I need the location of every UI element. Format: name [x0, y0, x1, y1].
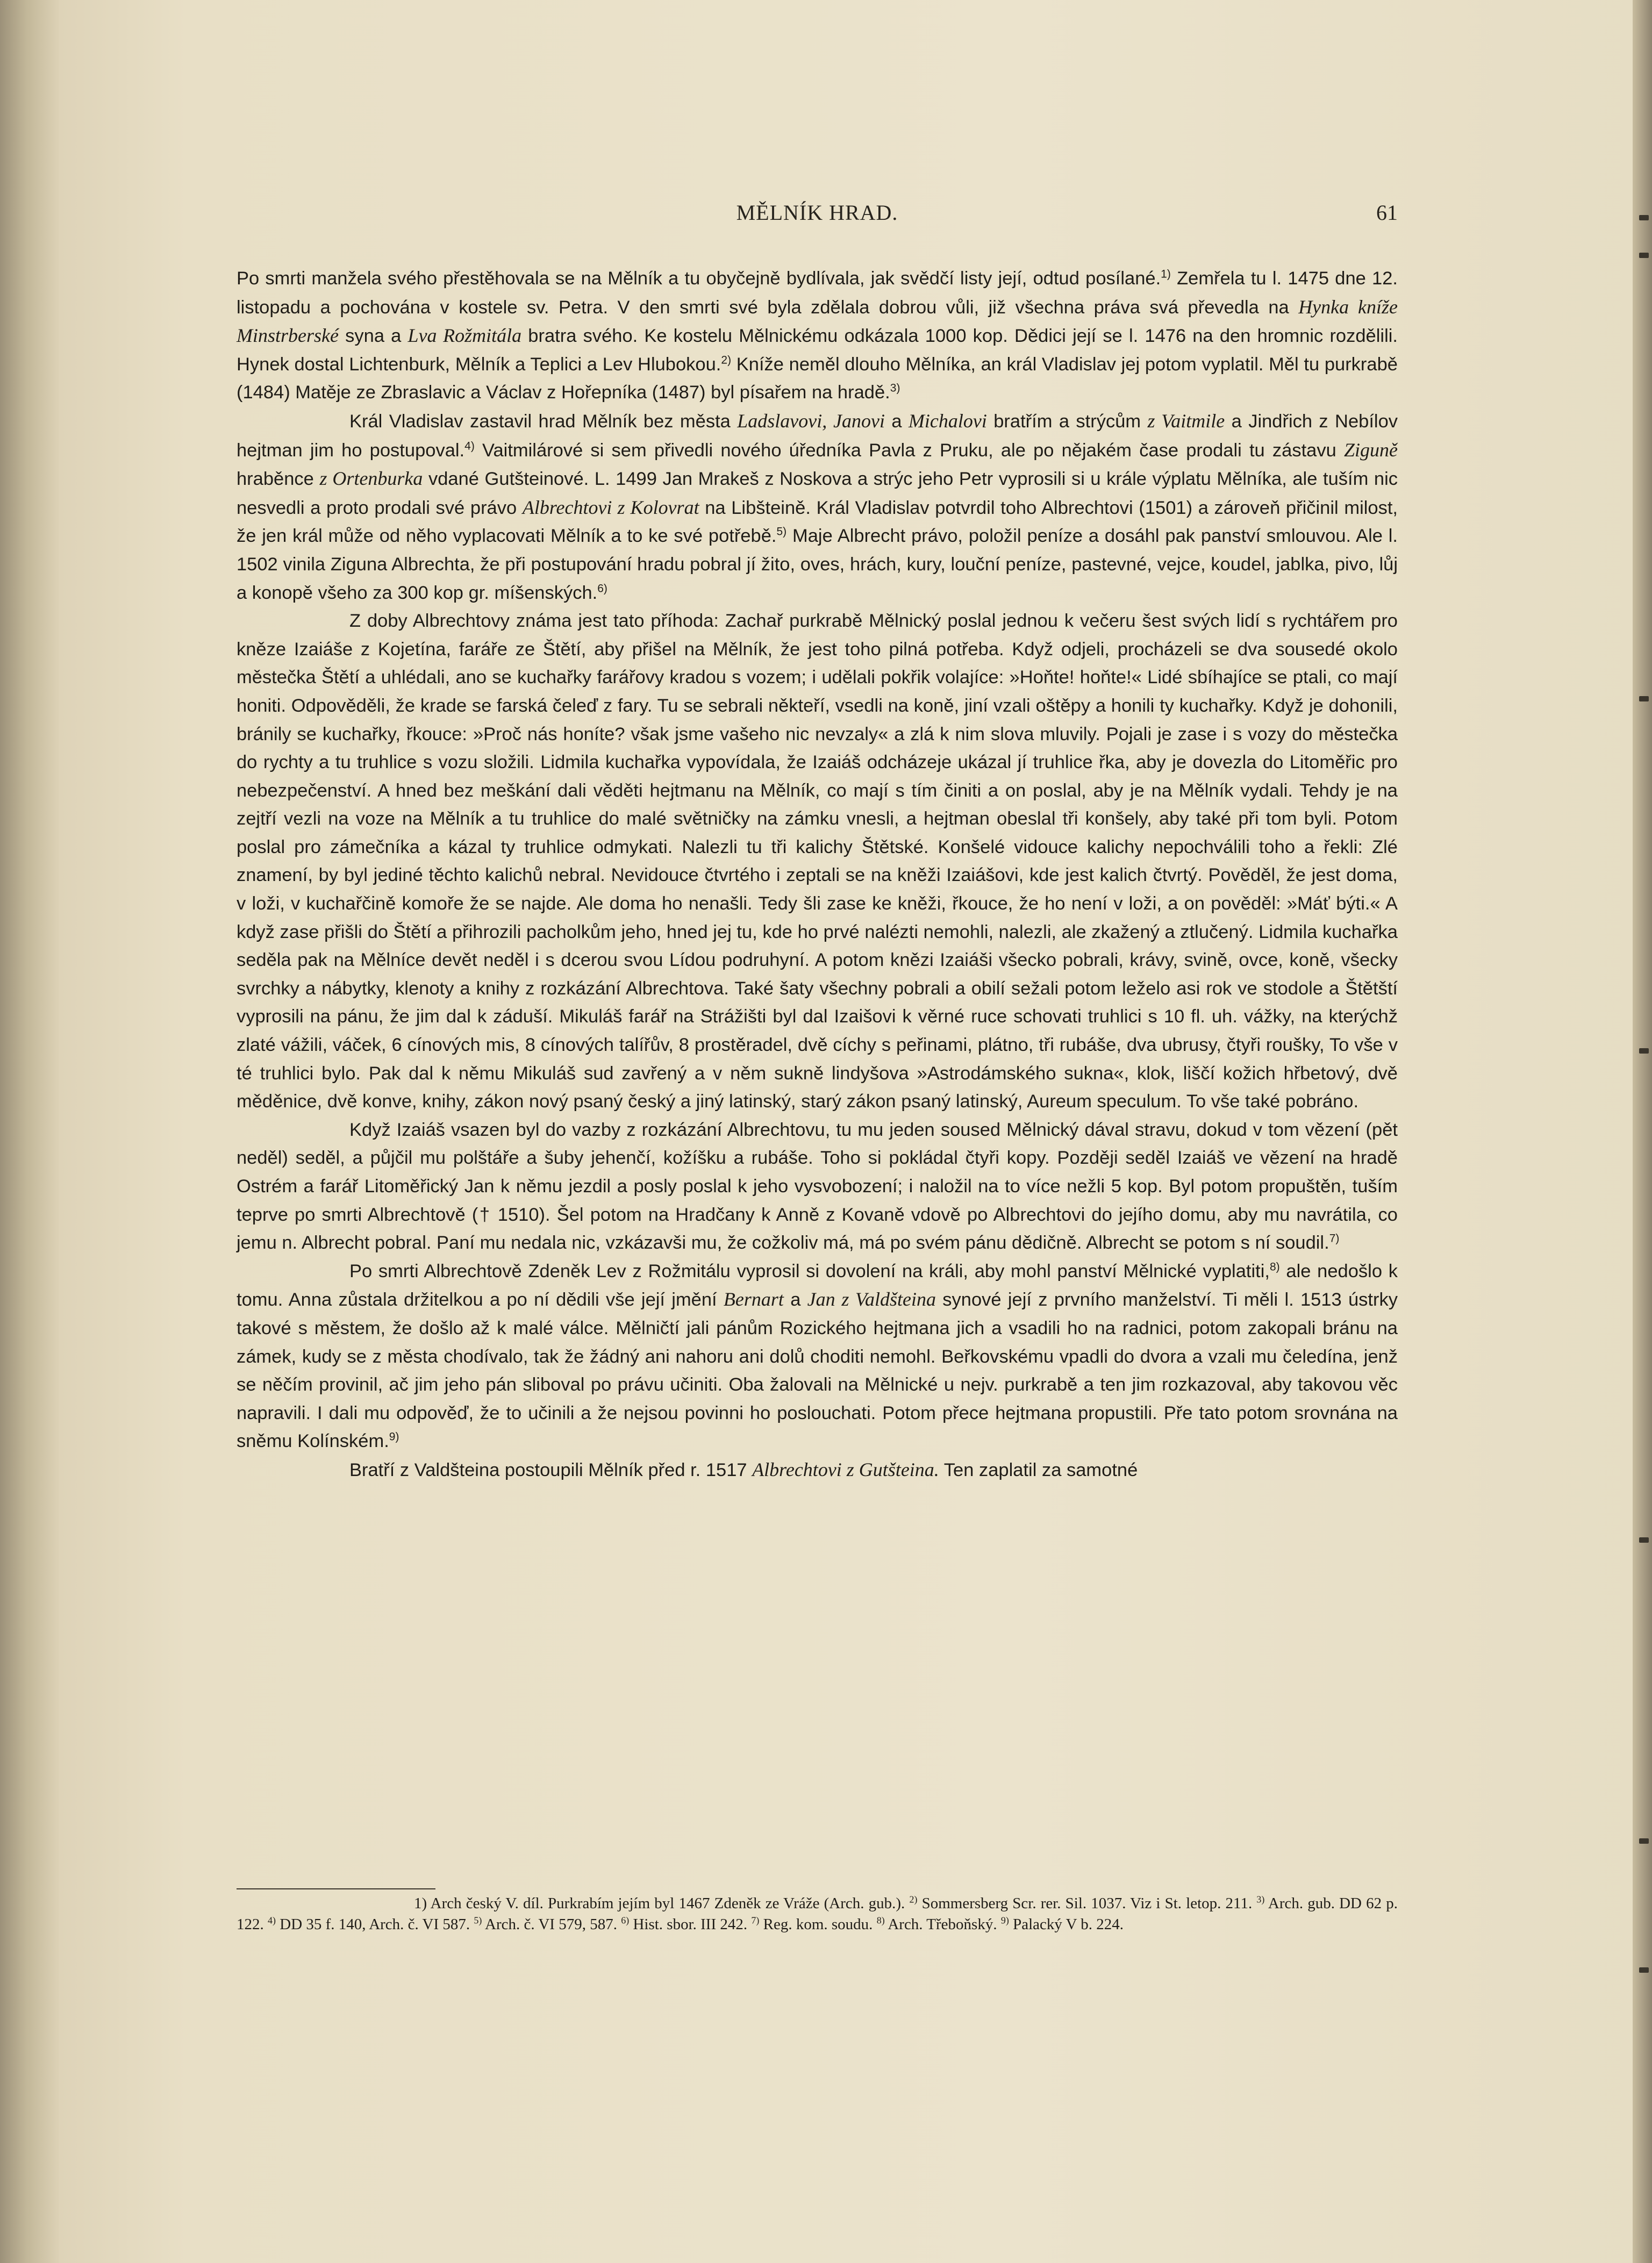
italic-name: Michalovi — [908, 410, 987, 432]
page-number: 61 — [1376, 200, 1398, 225]
italic-name: Lva Rožmitála — [407, 325, 522, 347]
text-run: vdané Gutšteinové. L. 1499 Jan Mrakeš z Noskova a strýc jeho Petr vyprosili si u krále výplatu Mělníka, ale tuším nic nesvedli a proto prodali své právo — [237, 469, 1398, 518]
italic-name: Jan z Valdšteina — [807, 1288, 936, 1310]
footnotes — [237, 1893, 1398, 1935]
italic-name: Ziguně — [1343, 439, 1398, 461]
text-run: Arch. Třeboňský. — [884, 1915, 1001, 1933]
paragraph — [237, 407, 1398, 607]
footnote-ref: 4) — [464, 440, 475, 453]
text-run: Palacký V b. 224. — [1009, 1915, 1124, 1933]
footnote-ref: 9) — [389, 1430, 399, 1443]
text-run: bratra svého. Ke kostelu Mělnickému odkázala 1000 kop. Dědici její se l. 1476 na den hromnic rozdělili. Hynek dostal Lichtenburk, Mělník a Teplici a Lev Hlubokou. — [237, 326, 1398, 375]
footnote-ref: 1) — [1161, 268, 1171, 281]
paragraph — [237, 1116, 1398, 1257]
paragraph — [237, 264, 1398, 407]
italic-name: Bernart — [723, 1288, 784, 1310]
text-run: synové její z prvního manželství. Ti měli l. 1513 ústrky takové s městem, že došlo až k malé válce. Mělničtí jali pánům Rozického hejtmana jich a vsadili ho na radnici, potom zakopali bránu na zámek, kudy se z města chodívalo, tak že žádný ani nahoru ani dolů choditi nemohl. Beřkovskému vpadli do dvora a vzali mu čeledína, jenž se něčím provinil, ač jim jeho pán sliboval po právu učiniti. Oba žalovali na Mělnické u nejv. purkrabě a ten jim rozkazoval, aby takovou věc napravili. I dali mu odpověď, že to učinili a že nejsou povinni ho poslouchati. Potom přece hejtmana propustili. Pře tato potom srovnána na sněmu Kolínském. — [237, 1290, 1398, 1452]
text-run: syna a — [338, 326, 408, 347]
text-run: Král Vladislav zastavil hrad Mělník bez města — [349, 411, 738, 432]
footnote-ref: 2) — [909, 1894, 918, 1905]
footnote-ref: 6) — [621, 1914, 630, 1925]
text-run: Když Izaiáš vsazen byl do vazby z rozkázání Albrechtovu, tu mu jeden soused Mělnický dával stravu, dokud v tom vězení (pět neděl) seděl, a půjčil mu polštáře a šuby jehenčí, kožíšku a rubáše. Toho si pokládal čtyři kopy. Později seděl Izaiáš ve vězení na hradě Ostrém a farář Litoměřický Jan k němu jezdil a posly poslal k jeho vysvobození; i naložil na to více nežli 5 kop. Byl potom propuštěn, tuším teprve po smrti Albrechtově († 1510). Šel potom na Hradčany k Anně z Kovaně vdově po Albrechtovi do jejího domu, aby mu navrátila, co jemu n. Albrecht pobral. Paní mu nedala nic, vzkázavši mu, že cožkoliv má, má po svém pánu dědičně. Albrecht se potom s ní soudil. — [237, 1119, 1398, 1254]
text-run: Kníže neměl dlouho Mělníka, an král Vladislav jej potom vyplatil. Měl tu purkrabě (1484) Matěje ze Zbraslavic a Václav z Hořepníka (1487) byl písařem na hradě. — [237, 354, 1398, 403]
text-run: Hist. sbor. III 242. — [629, 1915, 752, 1933]
footnote-ref: 3) — [1256, 1894, 1265, 1905]
text-run: Arch. č. VI 579, 587. — [482, 1915, 621, 1933]
footnote-ref: 7) — [1329, 1232, 1340, 1245]
text-run: Po smrti manžela svého přestěhovala se na Mělník a tu obyčejně bydlívala, jak svědčí listy její, odtud posílané. — [237, 268, 1161, 289]
footnote-ref: 4) — [268, 1914, 276, 1925]
footnote-ref: 7) — [751, 1914, 760, 1925]
text-run: Maje Albrecht právo, položil peníze a dosáhl pak panství smlouvou. Ale l. 1502 vinila Ziguna Albrechta, že při postupování hradu pobral jí žito, oves, hrách, kury, louční peníze, pastevné, vejce, koudel, jablka, pivo, lůj a konopě všeho za 300 kop gr. míšenských. — [237, 526, 1398, 603]
text-run: Po smrti Albrechtově Zdeněk Lev z Rožmitálu vyprosil si dovolení na králi, aby mohl panství Mělnické vyplatiti, — [349, 1261, 1270, 1281]
footnote-ref: 8) — [1269, 1261, 1280, 1273]
paragraph — [237, 1456, 1398, 1485]
text-run: a — [884, 411, 909, 432]
italic-name: Hynka kníže Minstrberské — [237, 296, 1398, 347]
footnote-ref: 2) — [721, 354, 732, 367]
main-text — [237, 264, 1398, 1485]
text-run: Sommersberg Scr. rer. Sil. 1037. Viz i St. letop. 211. — [917, 1895, 1257, 1912]
italic-name: z Ortenburka — [319, 468, 423, 490]
footnote-ref: 9) — [1000, 1914, 1009, 1925]
footnote-ref: 6) — [597, 582, 607, 595]
text-run: Vaitmilárové si sem přivedli nového úředníka Pavla z Pruku, ale po nějakém čase prodali tu zástavu — [474, 440, 1344, 461]
text-run: a — [783, 1290, 807, 1310]
page-header — [237, 200, 1398, 232]
text-run: 1) Arch český V. díl. Purkrabím jejím byl 1467 Zdeněk ze Vráže (Arch. gub.). — [414, 1895, 910, 1912]
text-run: Z doby Albrechtovy známa jest tato příhoda: Zachař purkrabě Mělnický poslal jednou k večeru šest svých lidí s rychtářem pro kněze Izaiáše z Kojetína, faráře ze Štětí, aby přišel na Mělník, že jest toho pilná potřeba. Když odjeli, procházeli se dva sousedé okolo městečka Štětí a uhlédali, ano se kuchařky farářovy kradou s vozem; i udělali pokřik volajíce: »Hoňte! hoňte!« Lidé sbíhajíce se ptali, co mají honiti. Odpověděli, že krade se farská čeleď z fary. Tu se sebrali někteří, vsedli na koně, jiní vzali oštěpy a honili ty kuchařky. Když je dohonili, bránily se kuchařky, řkouce: »Proč nás honíte? však jsme vašeho nic nevzaly« a zlá k nim slova mluvily. Pojali je zase i s vozy do městečka do rychty a tu truhlice s vozu složili. Lidmila kuchařka vypovídala, že Izaiáš odcházeje ukázal jí truhlice řka, aby je dovezla do Litoměřic pro nebezpečenství. A hned bez meškání dali věděti hejtmanu na Mělník, co mají s tím činiti a on poslal, aby je na Mělník vydali. Tehdy je na zejtří vezli na voze na Mělník a tu truhlice do malé světničky na zámku vnesli, a hejtman obeslal tři konšely, aby také při tom byli. Potom poslal pro zámečníka a kázal ty truhlice odmykati. Nalezli tu tři kalichy Štětské. Konšelé vidouce kalichy nepochválili toho a řekli: Zlé znamení, by byl jediné těchto kalichů nebral. Nevidouce čtvrtého i zeptali se na kněži Izaiášovi, kde jest kalich čtvrtý. Pověděl, že jest doma, v loži, v kuchařčině komoře že se najde. Ale doma ho nenašli. Tedy šli zase ke kněži, řkouce, že ho není v loži, a on pověděl: »Máť býti.« A když zase přišli do Štětí a přihrozili pacholkům jeho, hned jej tu, kde ho prvé nalézti nemohli, nalezli, ale zkažený a ztlučený. Lidmila kuchařka seděla pak na Mělníce devět neděl i s dcerou svou Lídou podruhyní. A potom knězi Izaiáši všecko pobrali, krávy, svině, ovce, koně, všecky svrchky a nábytky, klenoty a knihy z rozkázání Albrechtova. Také šaty všechny pobrali a obilí sežali potom leželo asi rok ve stodole a Štětští vyprosili na pánu, že jim dal k záduší. Mikuláš farář na Strážišti byl dal Izaišovi k věrné ruce schovati truhlici s 10 fl. uh. vážky, na kterýchž zlaté vážili, váček, 6 cínových mis, 8 cínových talířův, 8 prostěradel, dvě cíchy s peřinami, plátno, tři rubáše, dva ubrusy, čtyři roušky, To vše v té truhlici bylo. Pak dal k němu Mikuláš sud zavřený a v něm sukně lindyšova »Astrodámského sukna«, klok, liščí kožich hřbetový, dvě měděnice, dvě konve, knihy, zákon nový psaný český a jiný latinský, starý zákon psaný latinský, Aureum speculum. To vše také pobráno. — [237, 611, 1398, 1112]
italic-name: Albrechtovi z Gutšteina. — [752, 1458, 939, 1480]
footnote-rule — [237, 1888, 435, 1889]
text-run: Zemřela tu l. 1475 dne 12. listopadu a pochována v kostele sv. Petra. V den smrti své byla zdělala dobrou vůli, již všechna práva svá převedla na — [237, 268, 1398, 318]
footnote-ref: 3) — [890, 382, 900, 395]
text-run: Arch. gub. DD 62 p. 122. — [237, 1895, 1398, 1933]
page-edge — [1633, 0, 1652, 2263]
footnote-ref: 8) — [876, 1914, 885, 1925]
text-run: hraběnce — [237, 469, 320, 490]
text-run: Ten zaplatil za samotné — [939, 1459, 1138, 1480]
text-run: bratřím a strýcům — [986, 411, 1148, 432]
italic-name: Albrechtovi z Kolovrat — [522, 496, 699, 518]
text-run: DD 35 f. 140, Arch. č. VI 587. — [276, 1915, 474, 1933]
footnote-block — [237, 1893, 1398, 1935]
paragraph — [237, 1257, 1398, 1456]
book-spine-shadow — [0, 0, 59, 2263]
italic-name: z Vaitmile — [1147, 410, 1225, 432]
text-run: a Jindřich z Nebílov hejtman jim ho postupoval. — [237, 411, 1398, 461]
running-title: MĚLNÍK HRAD. — [736, 200, 898, 225]
footnote-ref: 5) — [776, 525, 787, 538]
text-run: Bratří z Valdšteina postoupili Mělník před r. 1517 — [349, 1459, 753, 1480]
text-run: na Libšteině. Král Vladislav potvrdil toho Albrechtovi (1501) a zároveň přičinil milost, že jen král může od něho vyplacovati Mělník a to ke své potřebě. — [237, 497, 1398, 547]
footnote-ref: 5) — [474, 1914, 482, 1925]
text-run: ale nedošlo k tomu. Anna zůstala držitelkou a po ní dědili vše její jmění — [237, 1261, 1398, 1310]
paragraph — [237, 607, 1398, 1116]
italic-name: Ladslavovi, Janovi — [737, 410, 885, 432]
text-run: Reg. kom. soudu. — [759, 1915, 877, 1933]
